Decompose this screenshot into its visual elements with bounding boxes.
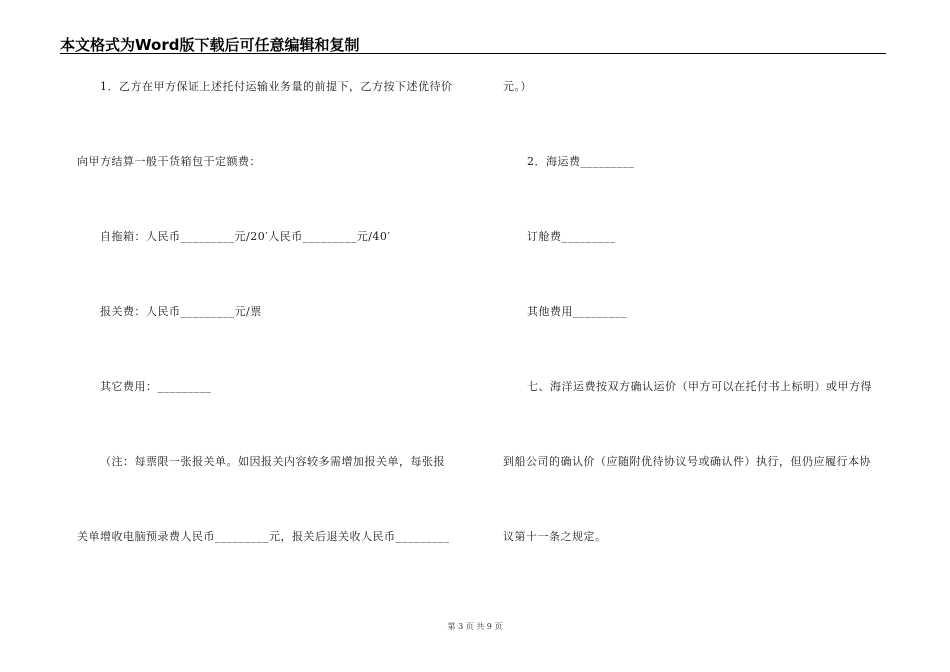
right-line-6: 到船公司的确认价（应随附优待协议号或确认件）执行，但仍应履行本协 <box>503 455 871 468</box>
right-line-1: 元。） <box>503 80 532 93</box>
left-line-5: 其它费用：_________ <box>100 380 212 393</box>
left-line-3: 自拖箱：人民币_________元/20′人民币_________元/40′ <box>100 230 391 243</box>
left-line-4: 报关费：人民币_________元/票 <box>100 305 262 318</box>
right-line-5: 七、海洋运费按双方确认运价（甲方可以在托付书上标明）或甲方得 <box>527 380 872 393</box>
left-line-7: 关单增收电脑预录费人民币_________元，报关后退关收人民币_________ <box>77 530 450 543</box>
right-line-3: 订舱费_________ <box>527 230 616 243</box>
left-line-2: 向甲方结算一般干货箱包干定额费： <box>77 155 261 168</box>
right-line-7: 议第十一条之规定。 <box>503 530 607 543</box>
right-line-4: 其他费用_________ <box>527 305 627 318</box>
document-header-title: 本文格式为Word版下载后可任意编辑和复制 <box>60 36 360 54</box>
page-number-footer: 第 3 页 共 9 页 <box>447 622 503 631</box>
left-line-1: 1．乙方在甲方保证上述托付运输业务量的前提下，乙方按下述优待价 <box>100 80 453 93</box>
left-line-6: （注：每票限一张报关单。如因报关内容较多需增加报关单，每张报 <box>100 455 445 468</box>
header-divider <box>60 53 886 54</box>
right-line-2: 2．海运费_________ <box>527 155 635 168</box>
